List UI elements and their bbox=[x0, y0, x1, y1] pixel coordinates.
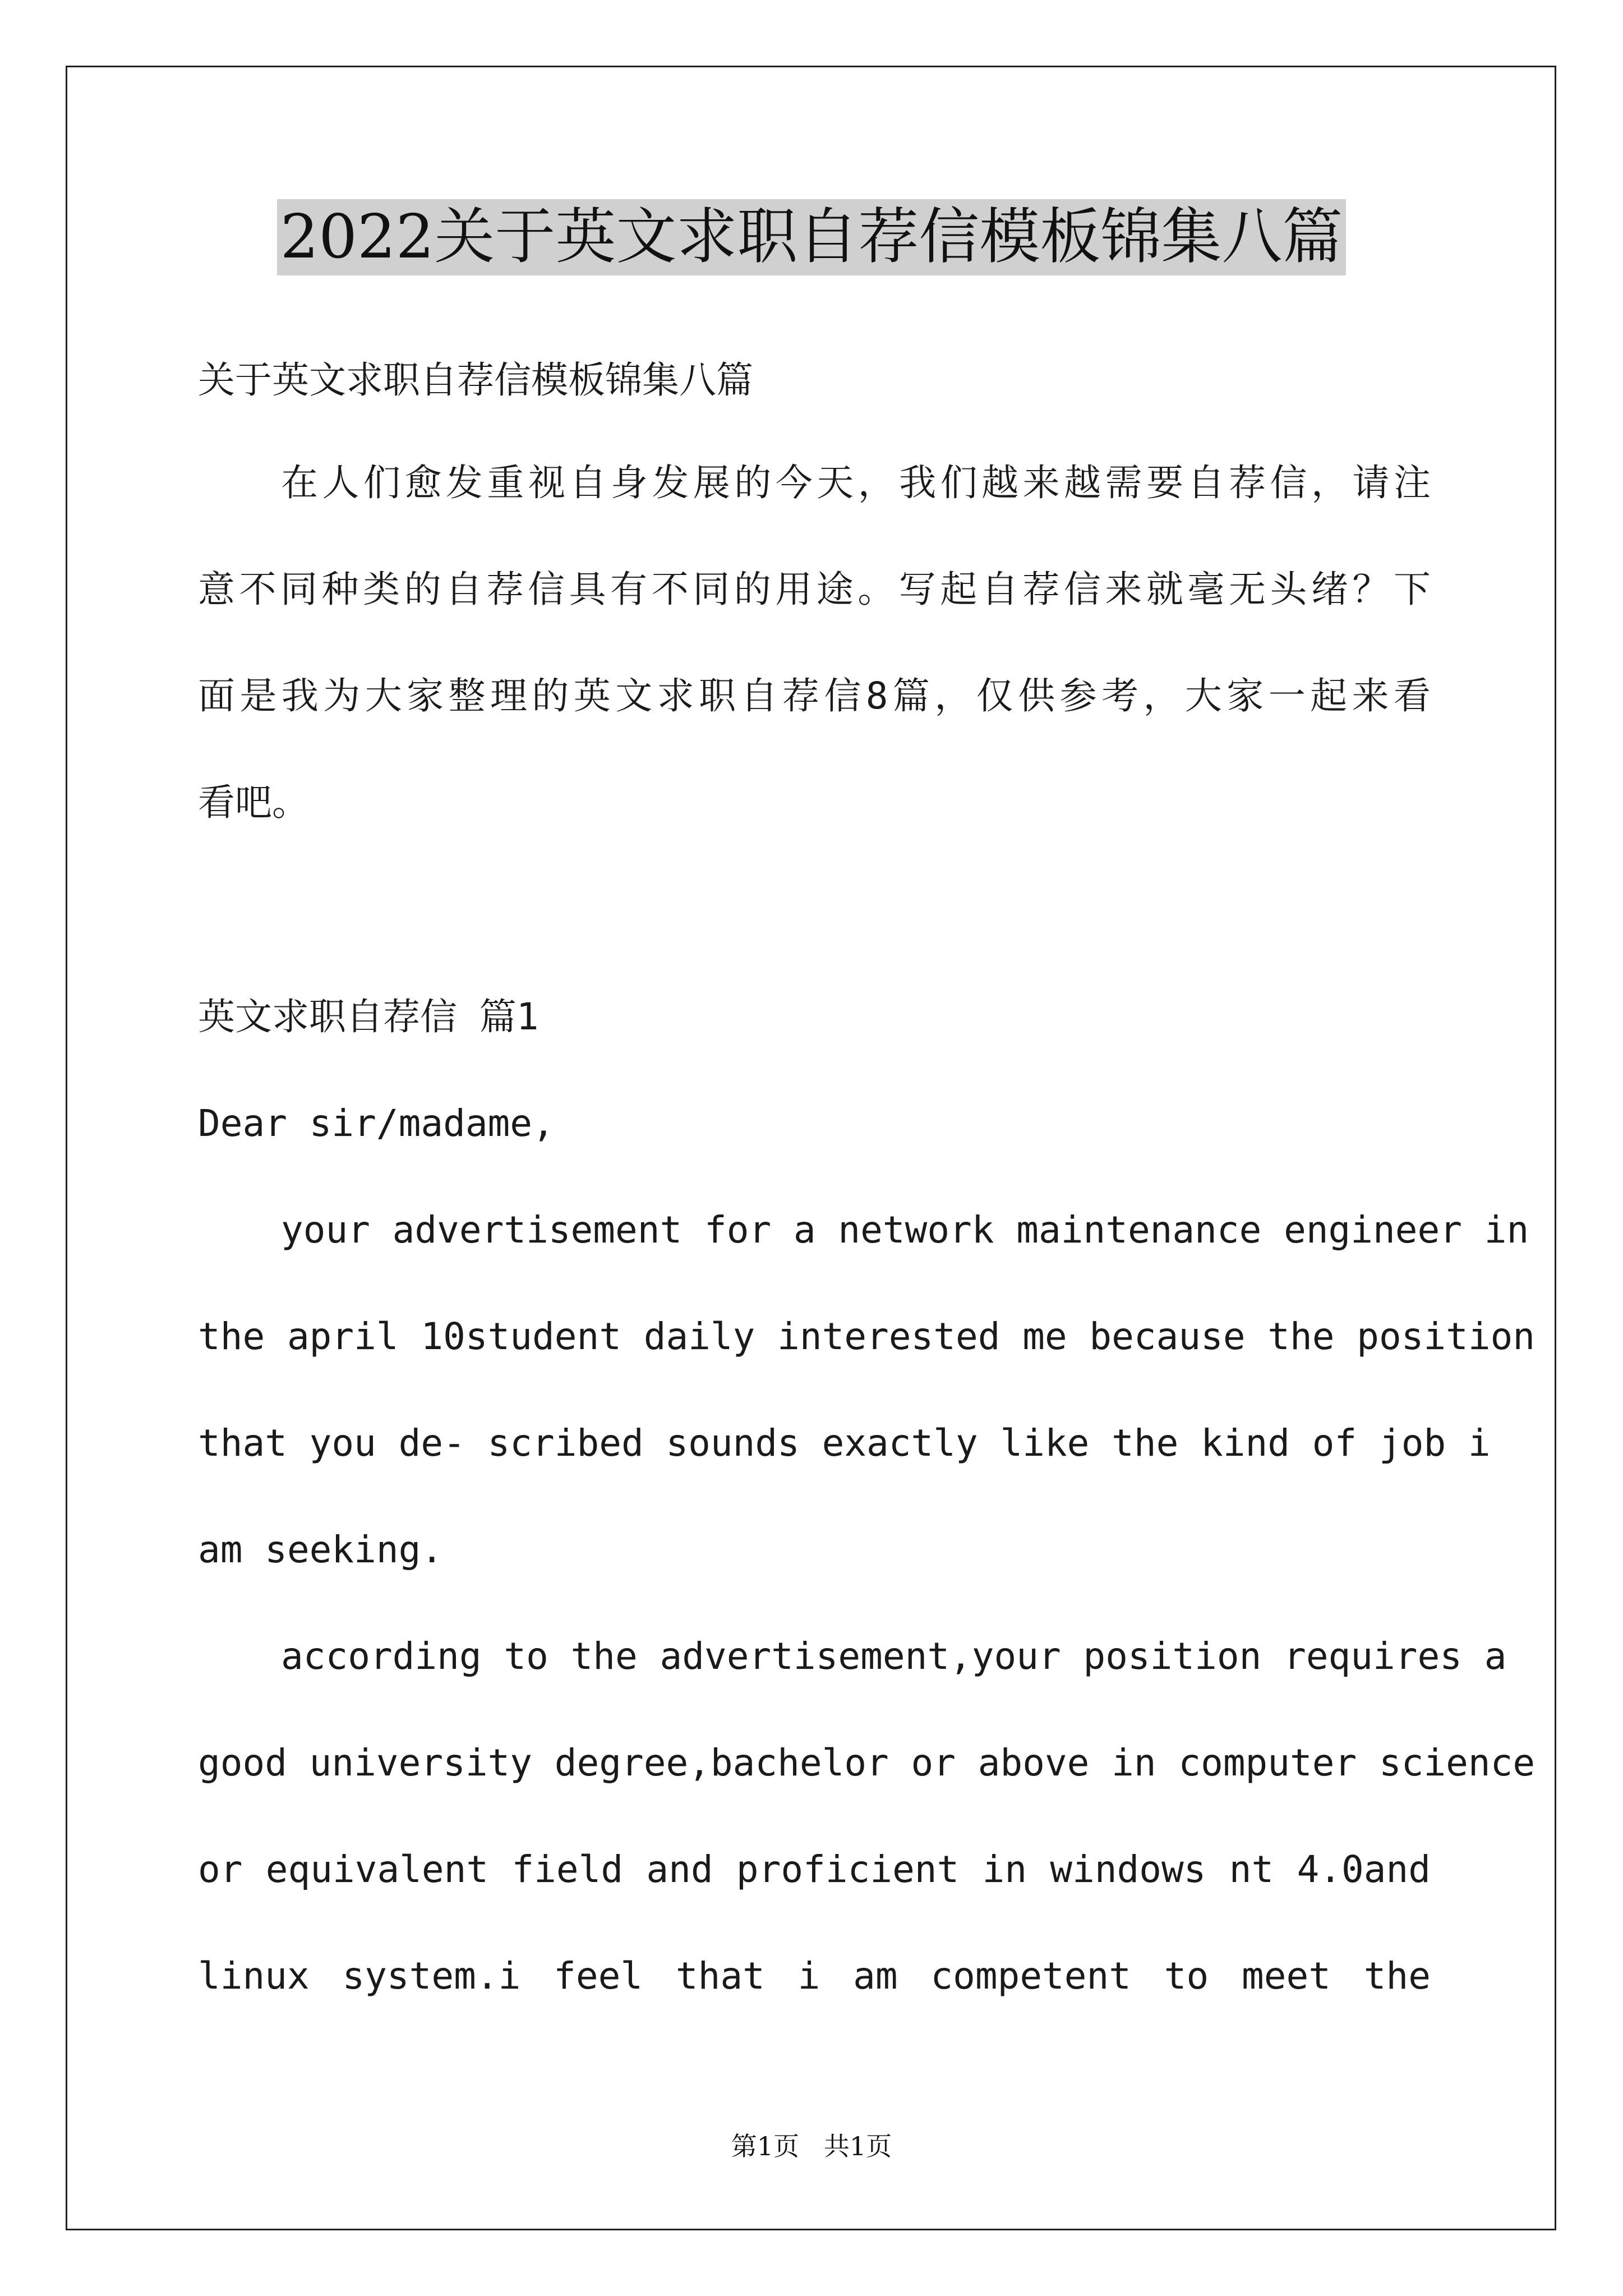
intro-line: 面是我为大家整理的英文求职自荐信8篇，仅供参考，大家一起来看 bbox=[198, 674, 1431, 717]
intro-line: 看吧。 bbox=[198, 781, 309, 824]
intro-line: 意不同种类的自荐信具有不同的用途。写起自荐信来就毫无头绪？下 bbox=[198, 568, 1431, 611]
intro-line: 在人们愈发重视自身发展的今天，我们越来越需要自荐信，请注 bbox=[281, 461, 1431, 504]
paragraph-line: or equivalent field and proficient in windows nt 4.0and bbox=[198, 1848, 1431, 1891]
paragraph-line: linux system.i feel that i am competent to meet the bbox=[198, 1954, 1431, 1998]
paragraph-line: according to the advertisement,your position requires a bbox=[281, 1635, 1507, 1678]
document-subtitle: 关于英文求职自荐信模板锦集八篇 bbox=[198, 358, 753, 402]
paragraph-line: your advertisement for a network maintenance engineer in bbox=[281, 1208, 1529, 1251]
document-title: 2022关于英文求职自荐信模板锦集八篇 bbox=[277, 199, 1347, 275]
paragraph-line: am seeking. bbox=[198, 1528, 444, 1571]
salutation: Dear sir/madame, bbox=[198, 1102, 555, 1145]
page-footer: 第1页 共1页 bbox=[731, 2131, 892, 2161]
paragraph-line: the april 10student daily interested me because the position bbox=[198, 1315, 1536, 1358]
title-container bbox=[0, 199, 1623, 275]
paragraph-line: that you de- scribed sounds exactly like the kind of job i bbox=[198, 1421, 1491, 1465]
paragraph-line: good university degree,bachelor or above in computer science bbox=[198, 1741, 1536, 1784]
section-heading: 英文求职自荐信 篇1 bbox=[198, 995, 539, 1038]
